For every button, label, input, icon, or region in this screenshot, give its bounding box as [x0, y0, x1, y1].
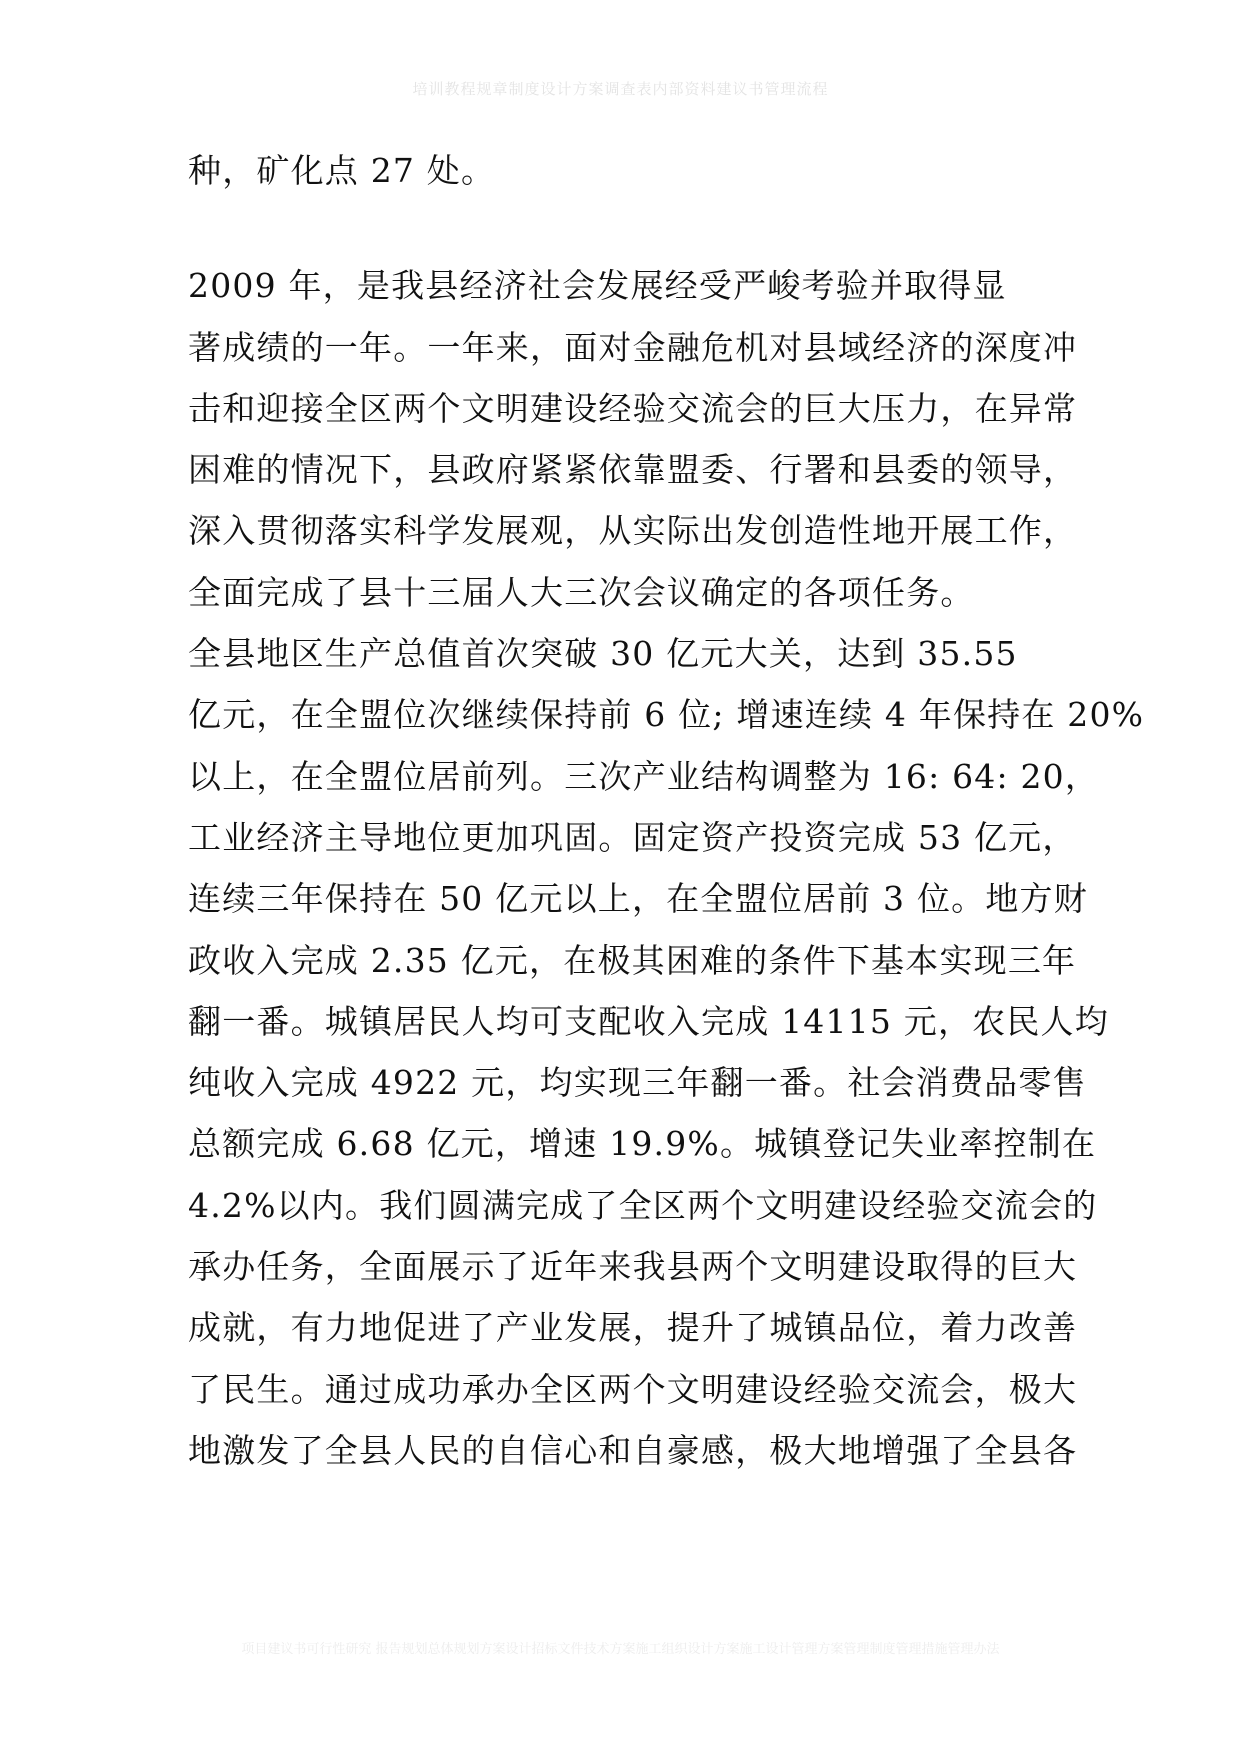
text-line: 4.2%以内。我们圆满完成了全区两个文明建设经验交流会的 [188, 1185, 1098, 1225]
text-line: 困难的情况下，县政府紧紧依靠盟委、行署和县委的领导， [188, 450, 1078, 490]
text-line: 了民生。通过成功承办全区两个文明建设经验交流会，极大 [188, 1369, 1078, 1409]
text-line: 总额完成 6.68 亿元，增速 19.9%。城镇登记失业率控制在 [188, 1124, 1097, 1164]
text-line: 成就，有力地促进了产业发展，提升了城镇品位，着力改善 [188, 1308, 1078, 1348]
text-line: 纯收入完成 4922 元，均实现三年翻一番。社会消费品零售 [188, 1063, 1087, 1103]
text-line: 全县地区生产总值首次突破 30 亿元大关，达到 35.55 [188, 634, 1018, 674]
text-line: 以上，在全盟位居前列。三次产业结构调整为 16: 64: 20， [188, 756, 1100, 796]
footer-watermark: 项目建议书可行性研究 报告规划总体规划方案设计招标文件技术方案施工组织设计方案施工设计管理方案管理制度管理措施管理办法 [241, 1642, 1000, 1657]
text-line: 亿元，在全盟位次继续保持前 6 位; 增速连续 4 年保持在 20% [188, 695, 1145, 735]
text-line: 地激发了全县人民的自信心和自豪感，极大地增强了全县各 [188, 1430, 1078, 1470]
paragraph-gap [188, 201, 1058, 255]
text-line: 种，矿化点 27 处。 [188, 151, 496, 190]
document-body [188, 140, 1145, 1481]
text-line: 深入贯彻落实科学发展观，从实际出发创造性地开展工作， [188, 511, 1078, 551]
text-line: 承办任务，全面展示了近年来我县两个文明建设取得的巨大 [188, 1247, 1078, 1287]
text-line: 政收入完成 2.35 亿元，在极其困难的条件下基本实现三年 [188, 940, 1077, 980]
text-line: 全面完成了县十三届人大三次会议确定的各项任务。 [188, 572, 975, 612]
text-line: 连续三年保持在 50 亿元以上，在全盟位居前 3 位。地方财 [188, 879, 1088, 919]
text-line: 翻一番。城镇居民人均可支配收入完成 14115 元，农民人均 [188, 1001, 1109, 1041]
header-watermark: 培训教程规章制度设计方案调查表内部资料建议书管理流程 [412, 80, 829, 98]
text-line: 著成绩的一年。一年来，面对金融危机对县域经济的深度冲 [188, 327, 1078, 367]
text-line: 击和迎接全区两个文明建设经验交流会的巨大压力，在异常 [188, 388, 1078, 428]
text-line: 工业经济主导地位更加巩固。固定资产投资完成 53 亿元， [188, 817, 1077, 857]
text-line: 2009 年，是我县经济社会发展经受严峻考验并取得显 [188, 266, 1007, 306]
